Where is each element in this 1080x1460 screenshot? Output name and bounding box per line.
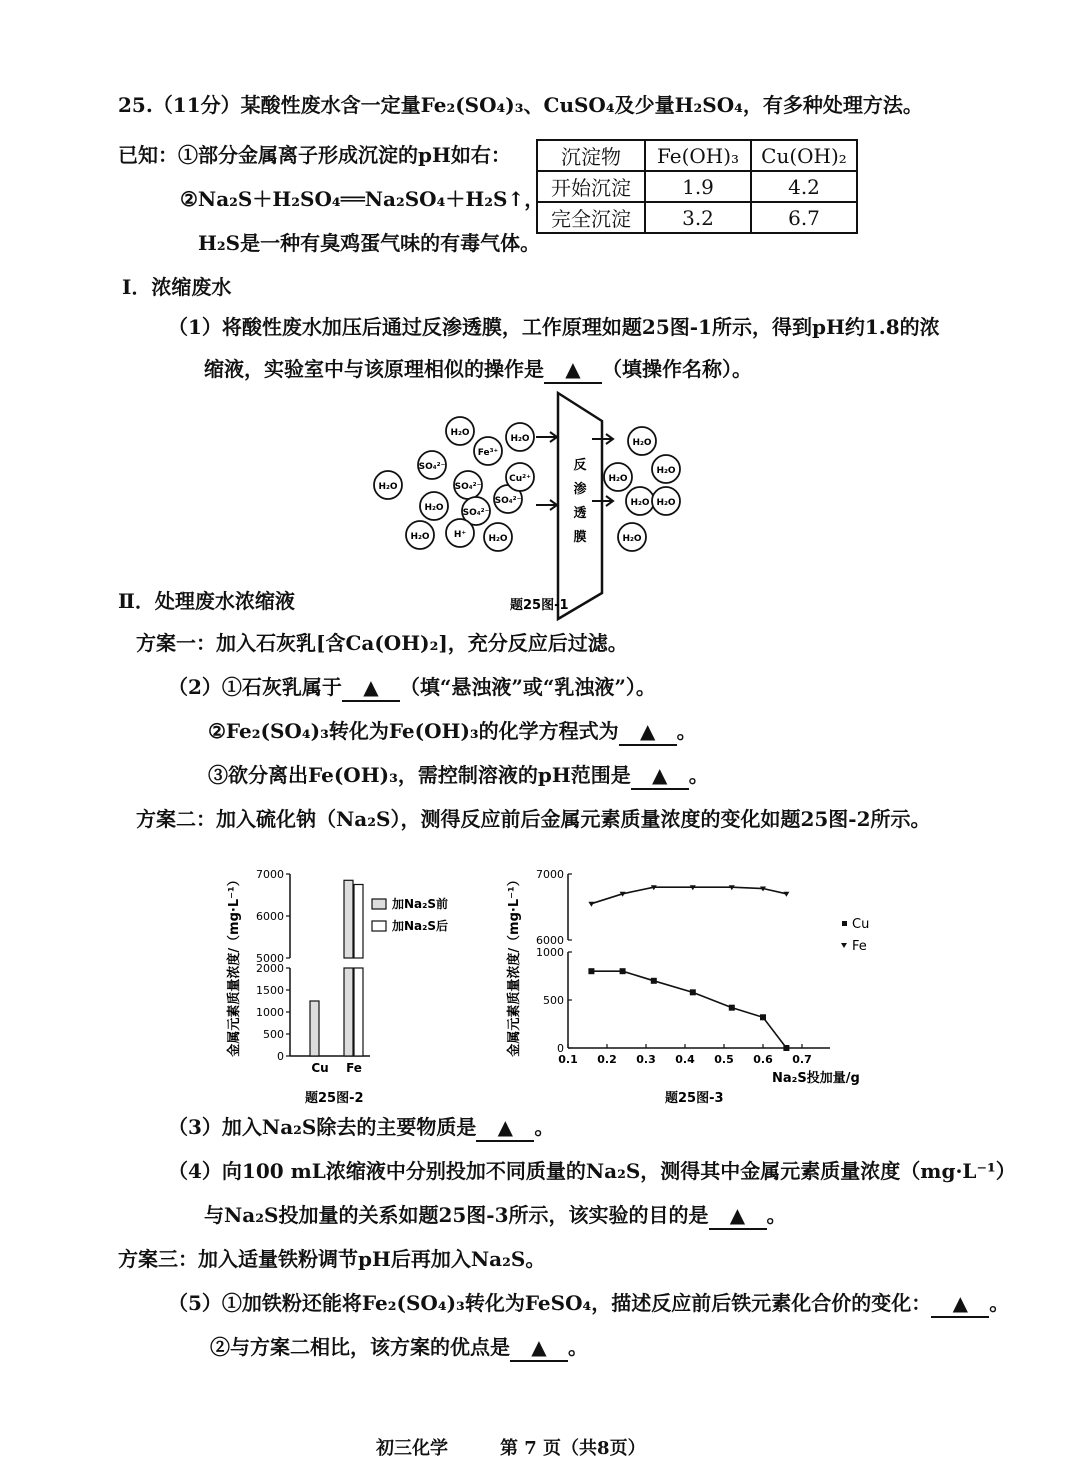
known-info-2: ②Na₂S＋H₂SO₄══Na₂SO₄＋H₂S↑， bbox=[180, 187, 545, 211]
answer-blank[interactable]: ▲ bbox=[342, 674, 400, 702]
ph-table-row bbox=[537, 171, 857, 202]
chart2-y-tick-label: 6000 bbox=[256, 910, 284, 923]
chart2-bar bbox=[344, 968, 353, 1056]
left-particle bbox=[506, 463, 534, 491]
membrane-label-3: 透 bbox=[573, 506, 587, 521]
answer-blank[interactable]: ▲ bbox=[544, 356, 602, 384]
left-particle bbox=[474, 437, 502, 465]
chart2-y-tick-label: 2000 bbox=[256, 962, 284, 975]
left-particle bbox=[374, 471, 402, 499]
chart3-y-tick-label: 1000 bbox=[536, 946, 564, 959]
chart3-legend-label: Cu bbox=[852, 917, 870, 932]
chart3-point bbox=[620, 968, 626, 974]
q2-1: （2）①石灰乳属于 ▲ （填“悬浊液”或“乳浊液”）。 bbox=[168, 674, 656, 702]
answer-blank[interactable]: ▲ bbox=[709, 1202, 767, 1230]
chart3-y-tick-label: 6000 bbox=[536, 934, 564, 947]
plan-3: 方案三：加入适量铁粉调节pH后再加入Na₂S。 bbox=[118, 1247, 546, 1271]
chart3-legend-label: Fe bbox=[852, 939, 867, 954]
figure-25-2-chart bbox=[220, 840, 500, 1110]
chart3-point bbox=[651, 978, 657, 984]
svg-text:H₂O: H₂O bbox=[488, 534, 508, 544]
chart2-legend-swatch bbox=[372, 921, 386, 931]
figure-25-1 bbox=[360, 385, 700, 625]
left-particle bbox=[446, 519, 474, 547]
answer-blank[interactable]: ▲ bbox=[931, 1290, 989, 1318]
chart3-caption: 题25图-3 bbox=[665, 1091, 724, 1106]
right-particle bbox=[618, 523, 646, 551]
known-info-1: 已知：①部分金属离子形成沉淀的pH如右： bbox=[118, 143, 511, 167]
svg-text:H₂O: H₂O bbox=[378, 482, 398, 492]
left-particle bbox=[420, 492, 448, 520]
answer-blank[interactable]: ▲ bbox=[619, 718, 677, 746]
answer-blank[interactable]: ▲ bbox=[510, 1334, 568, 1362]
chart2-legend-swatch bbox=[372, 899, 386, 909]
svg-text:H₂O: H₂O bbox=[656, 466, 676, 476]
chart2-legend-label: 加Na₂S后 bbox=[392, 919, 449, 933]
svg-text:H₂O: H₂O bbox=[410, 532, 430, 542]
footer-subject: 初三化学 bbox=[376, 1438, 448, 1459]
svg-text:Fe³⁺: Fe³⁺ bbox=[477, 448, 499, 458]
known-info-3: H₂S是一种有臭鸡蛋气味的有毒气体。 bbox=[198, 231, 541, 255]
q2-3: ③欲分离出Fe(OH)₃，需控制溶液的pH范围是 ▲ 。 bbox=[208, 762, 709, 790]
right-particle bbox=[628, 427, 656, 455]
q4-line-b: 与Na₂S投加量的关系如题25图-3所示，该实验的目的是 ▲ 。 bbox=[204, 1202, 787, 1230]
right-particle bbox=[652, 487, 680, 515]
membrane-label-1: 反 bbox=[573, 458, 587, 473]
ph-table-cell: Cu(OH)₂ bbox=[751, 140, 857, 171]
chart3-ylabel: 金属元素质量浓度/（mg·L⁻¹） bbox=[507, 873, 522, 1057]
left-particle bbox=[484, 523, 512, 551]
membrane-label-2: 渗 bbox=[573, 482, 587, 497]
section-1-heading: Ⅰ．浓缩废水 bbox=[122, 275, 232, 299]
chart3-legend-marker bbox=[841, 943, 847, 948]
svg-text:SO₄²⁻: SO₄²⁻ bbox=[494, 496, 522, 506]
ph-table-cell: 1.9 bbox=[645, 171, 751, 202]
svg-text:H₂O: H₂O bbox=[622, 534, 642, 544]
left-particle bbox=[406, 521, 434, 549]
svg-text:H₂O: H₂O bbox=[424, 503, 444, 513]
q1-line-a: （1）将酸性废水加压后通过反渗透膜，工作原理如题25图-1所示，得到pH约1.8的浓 bbox=[168, 315, 940, 339]
chart2-ylabel: 金属元素质量浓度/（mg·L⁻¹） bbox=[227, 873, 242, 1057]
chart3-y-tick-label: 0 bbox=[557, 1042, 564, 1055]
answer-blank[interactable]: ▲ bbox=[631, 762, 689, 790]
left-particle bbox=[418, 451, 446, 479]
question-header: 25.（11分）某酸性废水含一定量Fe₂(SO₄)₃、CuSO₄及少量H₂SO₄，有多种处理方法。 bbox=[118, 93, 923, 117]
ph-table-cell: Fe(OH)₃ bbox=[645, 140, 751, 171]
chart3-x-tick-label: 0.3 bbox=[636, 1053, 656, 1066]
chart2-legend-label: 加Na₂S前 bbox=[392, 897, 449, 911]
chart3-series-line bbox=[591, 971, 786, 1048]
chart3-y-tick-label: 500 bbox=[543, 994, 564, 1007]
svg-text:SO₄²⁻: SO₄²⁻ bbox=[418, 462, 446, 472]
chart2-bar bbox=[354, 968, 363, 1056]
answer-blank[interactable]: ▲ bbox=[476, 1114, 534, 1142]
q2-2: ②Fe₂(SO₄)₃转化为Fe(OH)₃的化学方程式为 ▲ 。 bbox=[208, 718, 697, 746]
footer-page: 第 7 页（共8页） bbox=[500, 1438, 646, 1459]
ph-table-row bbox=[537, 202, 857, 233]
chart3-legend-marker bbox=[842, 921, 847, 926]
svg-text:H⁺: H⁺ bbox=[453, 530, 467, 540]
chart2-y-tick-label: 500 bbox=[263, 1028, 284, 1041]
chart3-point bbox=[760, 1014, 766, 1020]
chart2-category-label: Cu bbox=[311, 1061, 329, 1075]
svg-text:Cu²⁺: Cu²⁺ bbox=[509, 474, 531, 484]
q1-line-b: 缩液，实验室中与该原理相似的操作是 ▲ （填操作名称）。 bbox=[204, 356, 752, 384]
chart3-y-tick-label: 7000 bbox=[536, 868, 564, 881]
chart2-y-tick-label: 1500 bbox=[256, 984, 284, 997]
ph-table bbox=[536, 139, 858, 234]
chart2-y-tick-label: 7000 bbox=[256, 868, 284, 881]
ph-table-cell: 沉淀物 bbox=[537, 140, 645, 171]
svg-text:SO₄²⁻: SO₄²⁻ bbox=[462, 508, 490, 518]
chart2-bar bbox=[344, 880, 353, 958]
ph-table-cell: 开始沉淀 bbox=[537, 171, 645, 202]
svg-text:H₂O: H₂O bbox=[510, 434, 530, 444]
plan-2: 方案二：加入硫化钠（Na₂S），测得反应前后金属元素质量浓度的变化如题25图-2所示。 bbox=[136, 807, 931, 831]
chart2-caption: 题25图-2 bbox=[305, 1091, 364, 1106]
chart2-category-label: Fe bbox=[346, 1061, 362, 1075]
chart3-point bbox=[588, 902, 594, 907]
membrane-label-4: 膜 bbox=[573, 530, 587, 545]
q5-1: （5）①加铁粉还能将Fe₂(SO₄)₃转化为FeSO₄，描述反应前后铁元素化合价的变化： ▲ 。 bbox=[168, 1290, 1009, 1318]
svg-text:H₂O: H₂O bbox=[450, 428, 470, 438]
chart2-y-tick-label: 0 bbox=[277, 1050, 284, 1063]
chart3-x-tick-label: 0.4 bbox=[675, 1053, 695, 1066]
chart3-point bbox=[690, 989, 696, 995]
ph-table-cell: 完全沉淀 bbox=[537, 202, 645, 233]
chart2-y-tick-label: 5000 bbox=[256, 952, 284, 965]
svg-text:H₂O: H₂O bbox=[608, 474, 628, 484]
chart3-point bbox=[783, 1045, 789, 1051]
q3: （3）加入Na₂S除去的主要物质是 ▲ 。 bbox=[168, 1114, 554, 1142]
left-particle bbox=[446, 417, 474, 445]
svg-text:SO₄²⁻: SO₄²⁻ bbox=[454, 482, 482, 492]
svg-text:H₂O: H₂O bbox=[656, 498, 676, 508]
chart3-x-tick-label: 0.7 bbox=[792, 1053, 812, 1066]
q4-line-a: （4）向100 mL浓缩液中分别投加不同质量的Na₂S，测得其中金属元素质量浓度（mg·L⁻¹） bbox=[168, 1159, 1016, 1183]
right-particle bbox=[626, 487, 654, 515]
svg-text:H₂O: H₂O bbox=[632, 438, 652, 448]
svg-text:H₂O: H₂O bbox=[630, 498, 650, 508]
ph-table-cell: 4.2 bbox=[751, 171, 857, 202]
chart2-bar bbox=[310, 1001, 319, 1056]
right-particle bbox=[604, 463, 632, 491]
section-2-heading: Ⅱ．处理废水浓缩液 bbox=[118, 589, 295, 613]
chart3-point bbox=[729, 1005, 735, 1011]
chart3-series-line bbox=[591, 887, 786, 904]
chart2-y-tick-label: 1000 bbox=[256, 1006, 284, 1019]
chart3-point bbox=[588, 968, 594, 974]
figure-25-1-caption: 题25图-1 bbox=[510, 598, 569, 613]
chart3-point bbox=[783, 892, 789, 897]
left-particle bbox=[506, 423, 534, 451]
left-particle bbox=[454, 471, 482, 499]
chart3-x-tick-label: 0.1 bbox=[558, 1053, 578, 1066]
q5-2: ②与方案二相比，该方案的优点是 ▲ 。 bbox=[210, 1334, 588, 1362]
ph-table-cell: 6.7 bbox=[751, 202, 857, 233]
ph-table-cell: 3.2 bbox=[645, 202, 751, 233]
chart3-xlabel: Na₂S投加量/g bbox=[772, 1071, 860, 1086]
figure-25-3-chart bbox=[500, 840, 900, 1110]
ph-table-header bbox=[537, 140, 857, 171]
chart3-x-tick-label: 0.5 bbox=[714, 1053, 734, 1066]
chart3-x-tick-label: 0.6 bbox=[753, 1053, 773, 1066]
plan-1: 方案一：加入石灰乳[含Ca(OH)₂]，充分反应后过滤。 bbox=[136, 631, 628, 655]
right-particle bbox=[652, 455, 680, 483]
chart2-bar bbox=[354, 885, 363, 959]
chart3-x-tick-label: 0.2 bbox=[597, 1053, 617, 1066]
